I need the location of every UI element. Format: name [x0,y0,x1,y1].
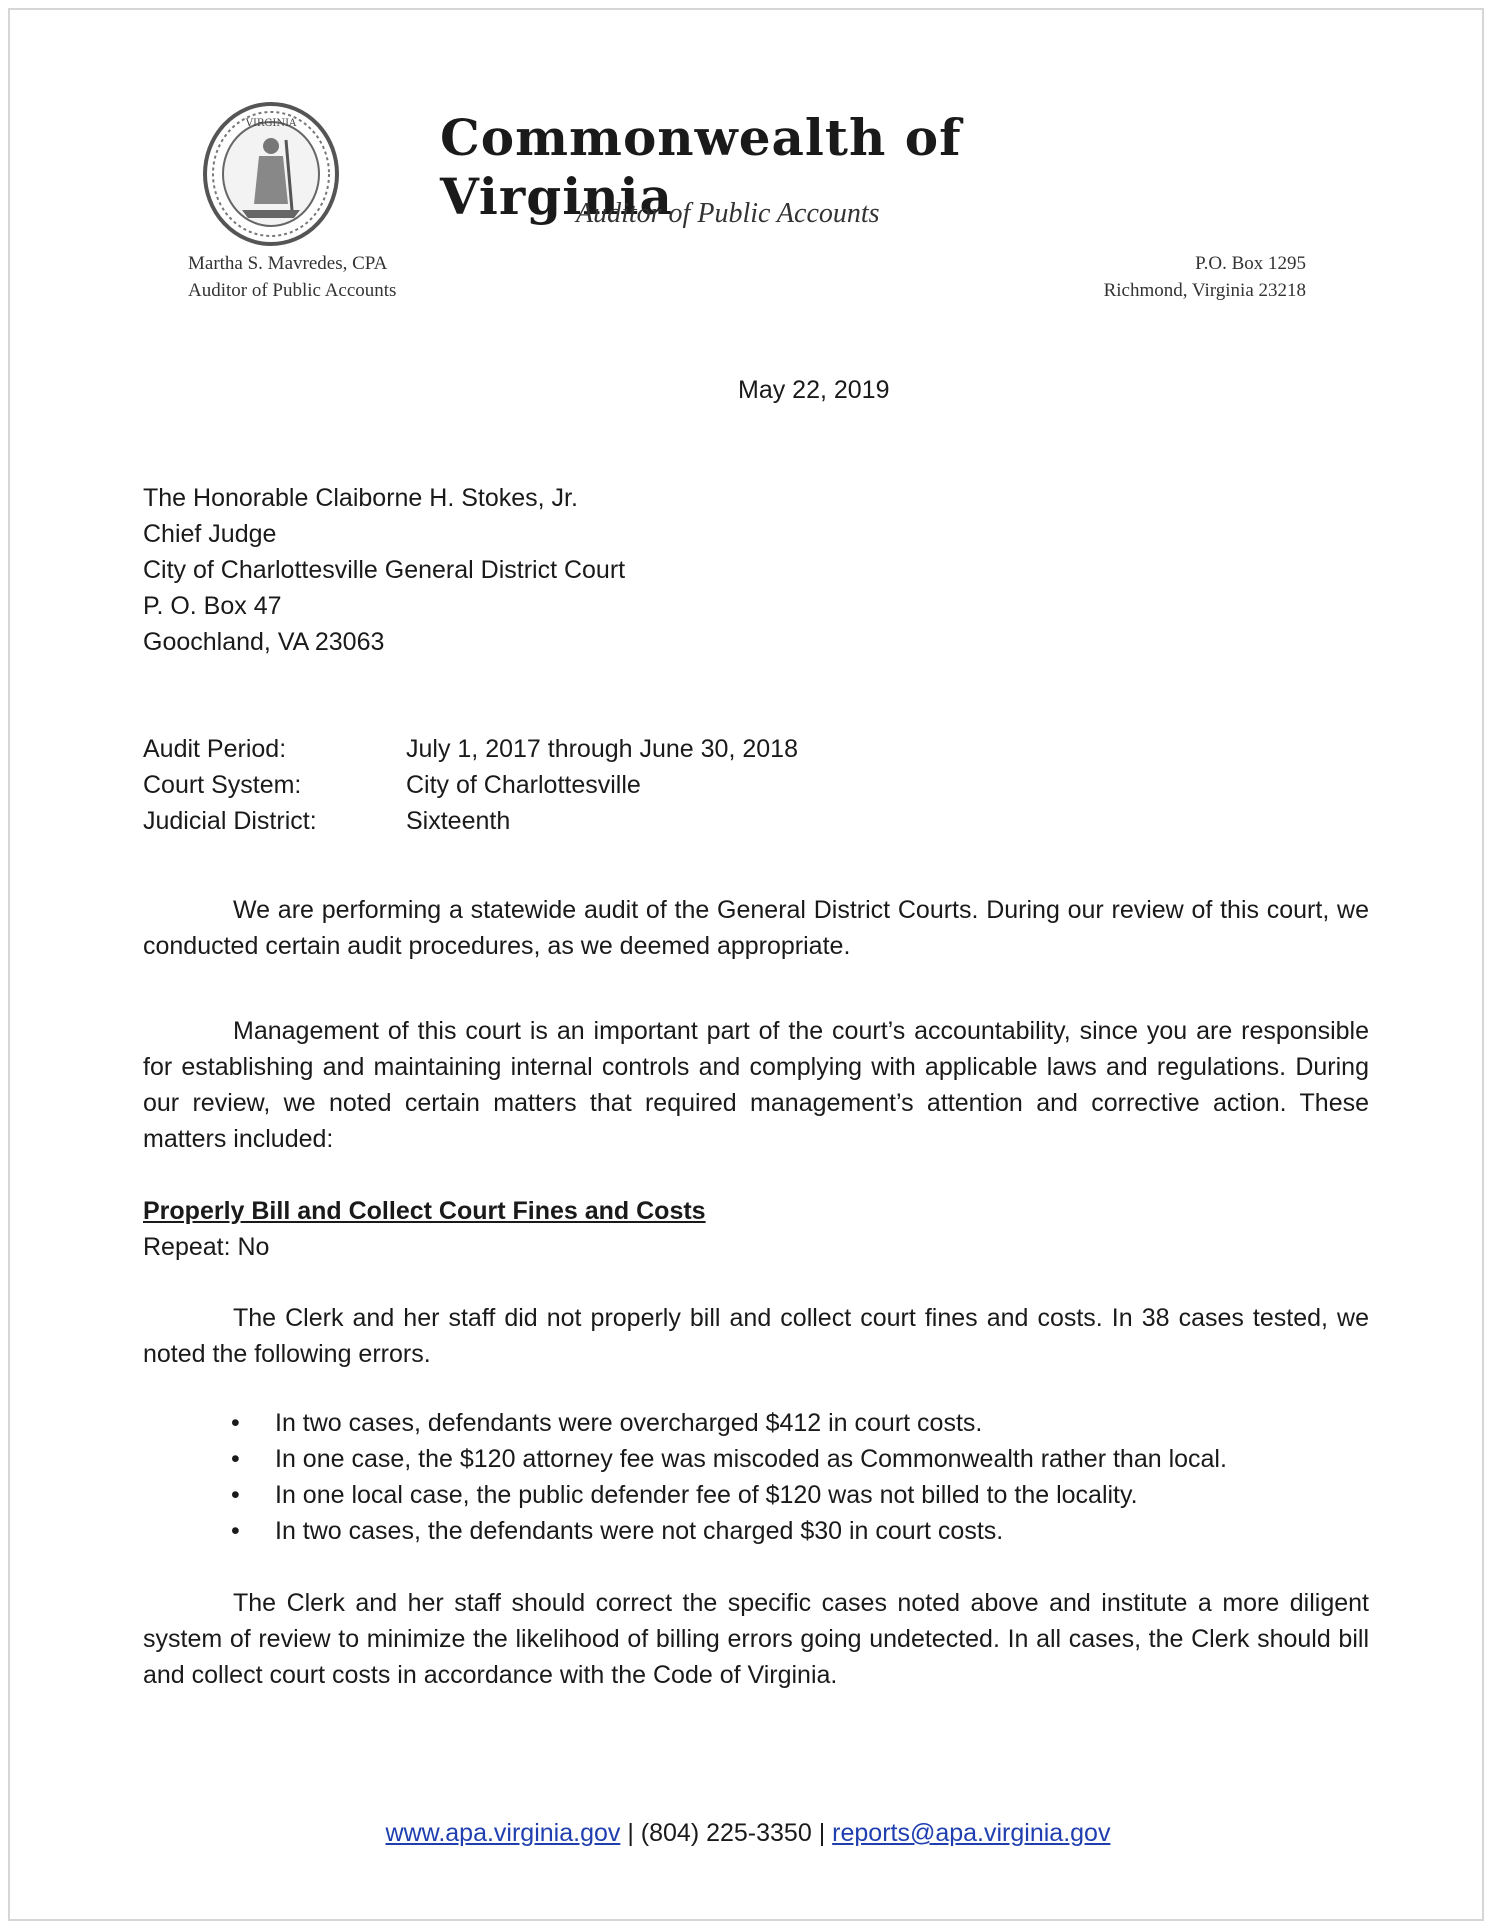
office-address [1104,250,1306,304]
paragraph-recommendation: The Clerk and her staff should correct the specific cases noted above and institute a more diligent system of review to minimize the likelihood of billing errors going undetected. In all cases, the Clerk should bill and collect court costs in accordance with the Code of Virginia. [143,1589,1369,1689]
list-item [143,1513,1227,1549]
finding-repeat: Repeat: No [143,1233,270,1261]
recipient-line: The Honorable Claiborne H. Stokes, Jr. [143,484,578,512]
letterhead-subtitle: Auditor of Public Accounts [576,198,880,229]
paragraph-intro: We are performing a statewide audit of the General District Courts. During our review of this court, we conducted certain audit procedures, as we deemed appropriate. [143,896,1369,960]
email-link[interactable]: reports@apa.virginia.gov [832,1819,1111,1847]
bullet-icon: • [231,1409,240,1437]
recipient-line: Goochland, VA 23063 [143,628,385,656]
audit-info-value: City of Charlottesville [406,771,641,799]
audit-info-label: Audit Period: [143,735,287,763]
virginia-seal-icon [202,100,340,248]
recipient-line: Chief Judge [143,520,277,548]
phone-number: (804) 225-3350 [640,1819,812,1847]
error-list [143,1405,1227,1549]
recipient-line: City of Charlottesville General District Court [143,556,626,584]
audit-info [143,731,798,839]
recipient-line: P. O. Box 47 [143,592,282,620]
list-item [143,1405,1227,1441]
footer-separator: | [627,1819,634,1847]
audit-info-row [143,731,798,767]
letter-date: May 22, 2019 [738,376,890,404]
finding-heading: Properly Bill and Collect Court Fines and Costs [143,1197,706,1225]
sender-name: Martha S. Mavredes, CPA [188,253,388,274]
sender-title: Auditor of Public Accounts [188,280,397,301]
letter-page [8,8,1484,1921]
paragraph-finding: The Clerk and her staff did not properly bill and collect court fines and costs. In 38 cases tested, we noted the following errors. [143,1304,1369,1368]
footer [10,1815,1486,1851]
bullet-icon: • [231,1481,240,1509]
list-item-text: In two cases, the defendants were not charged $30 in court costs. [275,1517,1004,1545]
audit-info-value: July 1, 2017 through June 30, 2018 [406,735,798,763]
letterhead-title: Commonwealth of Virginia [440,108,962,226]
bullet-icon: • [231,1517,240,1545]
audit-info-row [143,767,798,803]
office-address-line1: P.O. Box 1295 [1195,253,1306,274]
recipient-address [143,480,625,660]
list-item-text: In one local case, the public defender fee of $120 was not billed to the locality. [275,1481,1138,1509]
website-link[interactable]: www.apa.virginia.gov [385,1819,621,1847]
office-address-line2: Richmond, Virginia 23218 [1103,280,1306,301]
audit-info-label: Court System: [143,771,302,799]
paragraph-management: Management of this court is an important part of the court’s accountability, since you are responsible for establishing and maintaining internal controls and complying with applicable laws and regulations. During our review, we noted certain matters that required management’s attention and corrective action. These matters included: [143,1017,1369,1153]
seal-text: VIRGINIA [245,118,297,129]
audit-info-row [143,803,798,839]
list-item-text: In two cases, defendants were overcharged $412 in court costs. [275,1409,983,1437]
sender-block [188,250,396,304]
bullet-icon: • [231,1445,240,1473]
list-item-text: In one case, the $120 attorney fee was miscoded as Commonwealth rather than local. [275,1445,1227,1473]
list-item [143,1441,1227,1477]
audit-info-value: Sixteenth [406,807,511,835]
footer-separator: | [818,1819,826,1847]
audit-info-label: Judicial District: [143,807,317,835]
list-item [143,1477,1227,1513]
